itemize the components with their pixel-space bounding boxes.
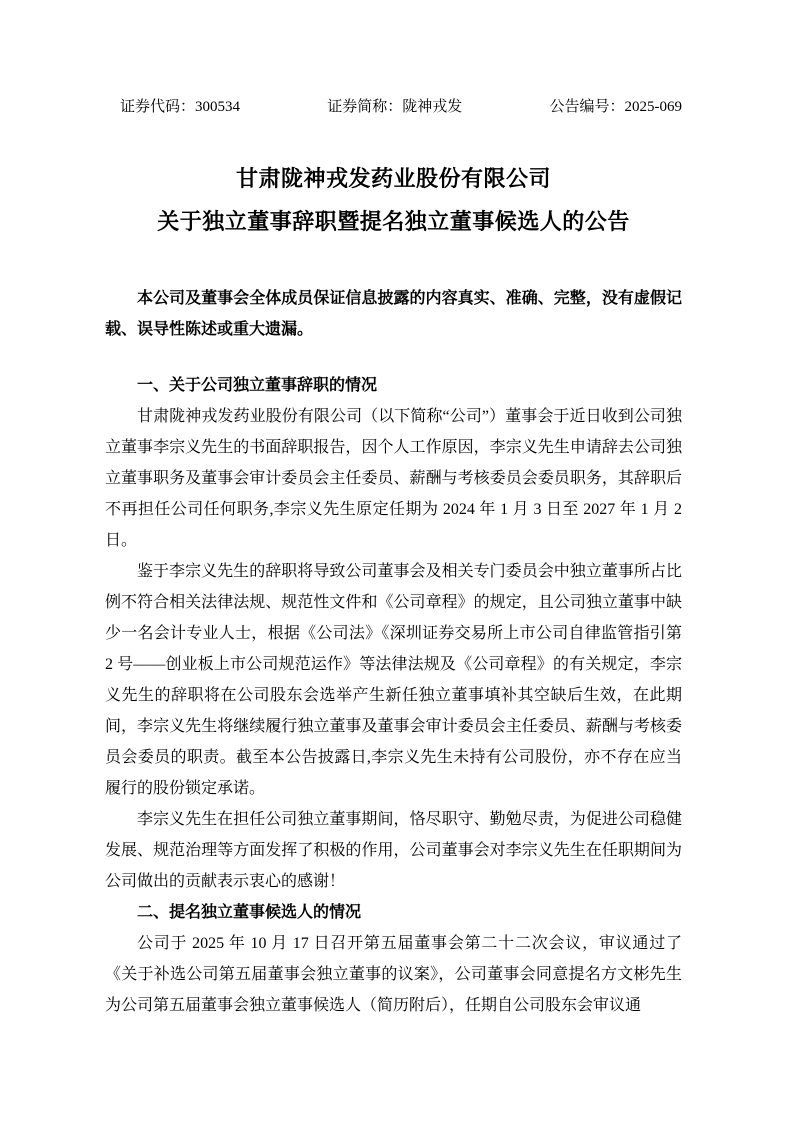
disclaimer-statement: 本公司及董事会全体成员保证信息披露的内容真实、准确、完整，没有虚假记载、误导性陈述或重大遗漏。	[105, 290, 682, 338]
announcement-title: 关于独立董事辞职暨提名独立董事候选人的公告	[157, 209, 630, 234]
section-2-paragraph-1: 公司于 2025 年 10 月 17 日召开第五届董事会第二十二次会议，审议通过了《关于补选公司第五届董事会独立董事的议案》，公司董事会同意提名方文彬先生为公司第五届董事会独立董事候选人（简历附后），任期自公司股东会审议通	[105, 935, 682, 1014]
section-1-paragraph-3: 李宗义先生在担任公司独立董事期间，恪尽职守、勤勉尽责，为促进公司稳健发展、规范治理等方面发挥了积极的作用，公司董事会对李宗义先生在任职期间为公司做出的贡献表示衷心的感谢！	[105, 811, 682, 890]
stock-code: 证券代码：300534	[120, 99, 241, 115]
stock-name: 证券简称：陇神戎发	[327, 99, 463, 115]
section-1-heading: 一、关于公司独立董事辞职的情况	[137, 377, 378, 394]
document-header	[120, 97, 682, 118]
section-1-paragraph-2: 鉴于李宗义先生的辞职将导致公司董事会及相关专门委员会中独立董事所占比例不符合相关法律法规、规范性文件和《公司章程》的规定，且公司独立董事中缺少一名会计专业人士，根据《公司法》《深圳证券交易所上市公司自律监管指引第 2 号——创业板上市公司规范运作》等法律法规及《公司章程》的有关规定，李宗义先生的辞职将在公司股东会选举产生新任独立董事填补其空缺后生效，在此期间，李宗义先生将继续履行独立董事及董事会审计委员会主任委员、薪酬与考核委员会委员的职责。截至本公告披露日,李宗义先生未持有公司股份，亦不存在应当履行的股份锁定承诺。	[105, 563, 682, 797]
company-name-title: 甘肃陇神戎发药业股份有限公司	[235, 166, 551, 191]
section-1-paragraph-1: 甘肃陇神戎发药业股份有限公司（以下简称“公司”）董事会于近日收到公司独立董事李宗义先生的书面辞职报告，因个人工作原因，李宗义先生申请辞去公司独立董事职务及董事会审计委员会主任委员、薪酬与考核委员会委员职务，其辞职后不再担任公司任何职务,李宗义先生原定任期为 2024 年 1 月 3 日至 2027 年 1 月 2 日。	[105, 408, 682, 549]
section-2-heading: 二、提名独立董事候选人的情况	[137, 904, 362, 921]
announcement-number: 公告编号：2025-069	[549, 99, 682, 115]
